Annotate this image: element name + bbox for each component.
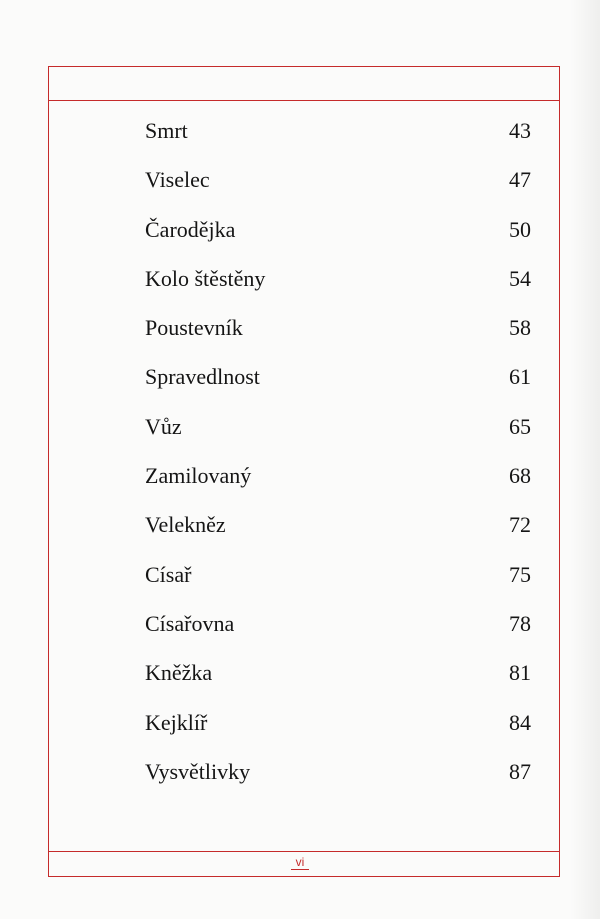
toc-entry-title: Vůz xyxy=(145,413,182,439)
toc-entry-title: Kolo štěstěny xyxy=(145,265,266,291)
toc-entry-page: 58 xyxy=(509,315,531,341)
toc-entry xyxy=(145,106,531,155)
toc-entry xyxy=(145,402,531,451)
toc-entry-page: 87 xyxy=(509,758,531,784)
toc-entry-page: 84 xyxy=(509,709,531,735)
toc-entry xyxy=(145,352,531,401)
toc-entry xyxy=(145,648,531,697)
toc-entry-title: Kejklíř xyxy=(145,709,208,735)
toc-entry xyxy=(145,599,531,648)
toc-entry xyxy=(145,500,531,549)
toc-entry-page: 75 xyxy=(509,561,531,587)
toc-entry-page: 81 xyxy=(509,660,531,686)
page-number-label: vi xyxy=(291,855,310,870)
toc-entry xyxy=(145,747,531,796)
toc-entry xyxy=(145,254,531,303)
toc-entry-title: Čarodějka xyxy=(145,216,236,242)
toc-entry-page: 65 xyxy=(509,413,531,439)
toc-entry xyxy=(145,205,531,254)
toc-entry-title: Císařovna xyxy=(145,610,235,636)
toc-entry-page: 78 xyxy=(509,610,531,636)
toc-entry-title: Viselec xyxy=(145,167,210,193)
toc-entry-page: 43 xyxy=(509,118,531,143)
table-of-contents xyxy=(145,106,531,796)
toc-entry xyxy=(145,155,531,204)
toc-entry-title: Císař xyxy=(145,561,192,587)
page-edge-shadow xyxy=(570,0,600,919)
toc-entry-title: Smrt xyxy=(145,118,188,143)
header-rule xyxy=(48,100,560,101)
page-number xyxy=(0,852,600,872)
toc-entry xyxy=(145,451,531,500)
toc-entry xyxy=(145,303,531,352)
toc-entry-title: Poustevník xyxy=(145,315,243,341)
toc-entry-page: 54 xyxy=(509,265,531,291)
toc-entry-title: Zamilovaný xyxy=(145,463,252,489)
toc-entry-page: 47 xyxy=(509,167,531,193)
toc-entry-page: 68 xyxy=(509,463,531,489)
toc-entry xyxy=(145,698,531,747)
toc-entry-page: 50 xyxy=(509,216,531,242)
toc-entry-title: Velekněz xyxy=(145,512,226,538)
toc-entry-page: 61 xyxy=(509,364,531,390)
toc-entry-page: 72 xyxy=(509,512,531,538)
toc-entry xyxy=(145,550,531,599)
toc-entry-title: Spravedlnost xyxy=(145,364,260,390)
toc-entry-title: Vysvětlivky xyxy=(145,758,251,784)
toc-entry-title: Kněžka xyxy=(145,660,213,686)
